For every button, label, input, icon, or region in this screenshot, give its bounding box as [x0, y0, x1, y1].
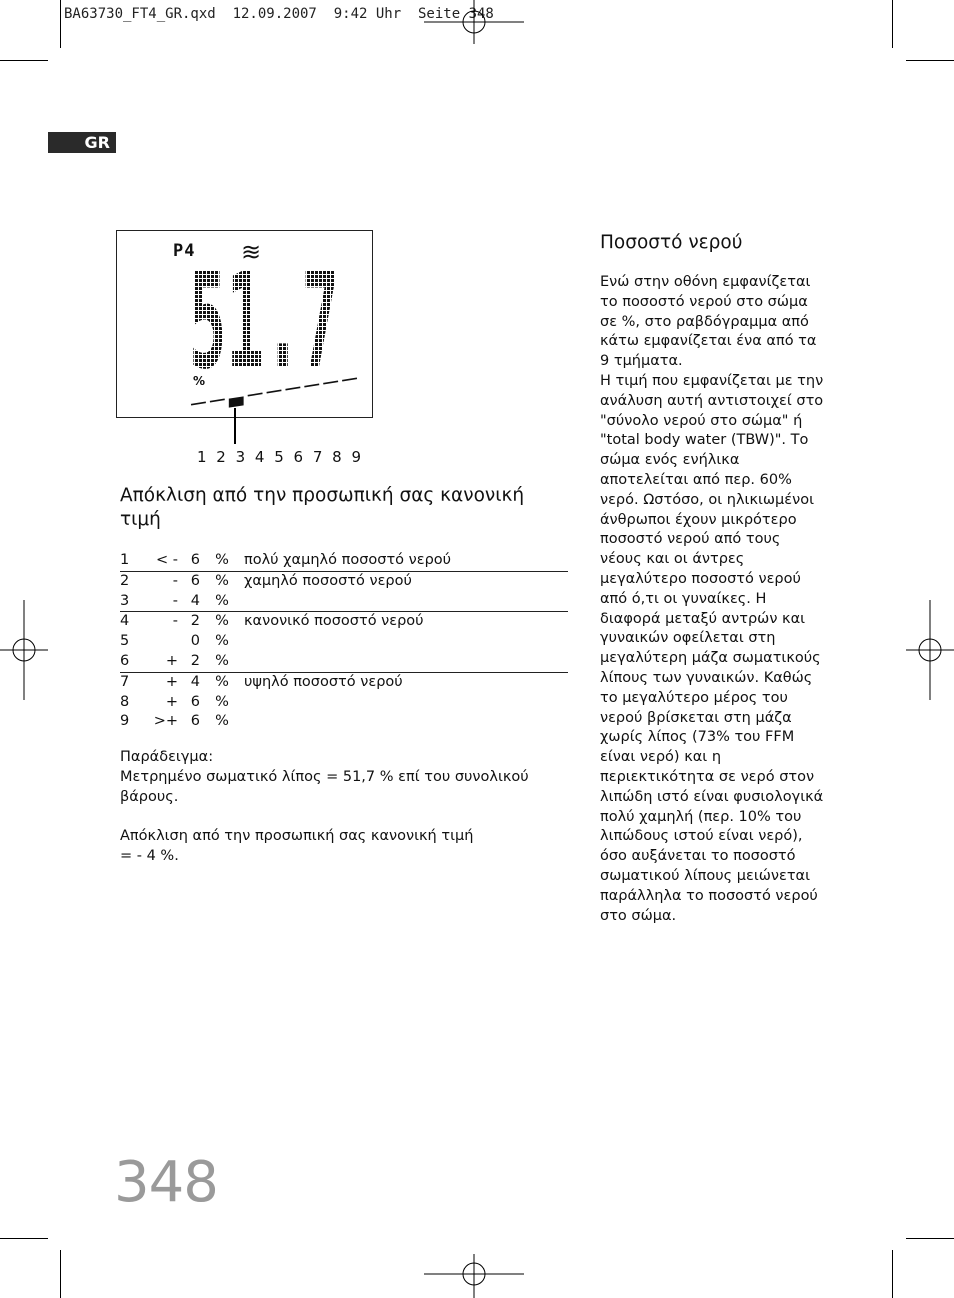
row-description [244, 592, 568, 612]
row-value: 6 [190, 713, 200, 730]
segment [342, 378, 357, 380]
page-number: 348 [114, 1150, 218, 1215]
row-number: 9 [120, 713, 130, 730]
table-row [120, 592, 568, 612]
water-title: Ποσοστό νερού [600, 232, 743, 253]
row-value: 6 [178, 571, 200, 591]
row-sign: - [148, 612, 178, 632]
crop-mark [0, 60, 48, 61]
row-unit: % [215, 592, 229, 609]
segment [210, 399, 225, 401]
row-unit: % [215, 652, 229, 669]
crop-mark [60, 0, 61, 48]
row-sign: >+ [153, 713, 178, 730]
segment [191, 402, 206, 404]
deviation-table [120, 551, 568, 732]
water-paragraph: Ενώ στην οθόνη εμφανίζεται το ποσοστό νερού στο σώμα σε %, στο ραβδόγραμμα από κάτω εμφανίζεται ένα από τα 9 τμήματα. [600, 274, 817, 370]
segment [267, 390, 282, 392]
row-value: 6 [190, 552, 200, 568]
row-sign: + [165, 693, 178, 710]
crop-mark [906, 60, 954, 61]
crop-mark [0, 1238, 48, 1239]
row-number: 3 [120, 592, 130, 609]
row-number: 5 [120, 633, 130, 650]
water-wave-icon: ≋ [241, 238, 262, 266]
crop-mark [906, 1238, 954, 1239]
row-number: 1 [120, 552, 130, 568]
row-sign: + [148, 672, 178, 692]
example-line: Μετρημένο σωματικό λίπος = 51,7 % επί του συνολικού βάρους. [120, 768, 529, 805]
table-row [120, 632, 568, 652]
registration-mark-icon [0, 600, 48, 700]
deviation-heading [120, 484, 540, 532]
row-unit: % [200, 672, 244, 692]
row-description: χαμηλό ποσοστό νερού [244, 571, 568, 591]
segment-bar [187, 374, 367, 410]
segment [285, 387, 300, 389]
row-sign: < - [156, 552, 178, 568]
water-paragraph: Η τιμή που εμφανίζεται με την ανάλυση αυτή αντιστοιχεί στο "σύνολο νερού στο σώμα" ή "total body water (TBW)". Το σώμα ενός ενήλικα αποτελείται από περ. 60% νερό. Ωστόσο, οι ηλικιωμένοι άνθρωποι έχουν μικρότερο ποσοστό νερού από τους νέους και οι άντρες μεγαλύτερο ποσοστό νερού από ό,τι οι γυναίκες. Η διαφορά μεταξύ αντρών και γυναικών οφείλεται στη μεγαλύτερη μάζα σωματικούς λίπους των γυναικών. Καθώς το μεγαλύτερο μέρος του νερού βρίσκεται στη μάζα χωρίς λίπος (73% του FFM είναι νερό) και η περιεκτικότητα σε νερό στον λιπώδη ιστό είναι φυσιολογικά πολύ χαμηλή (περ. 10% του λιπώδους ιστού είναι νερό), όσο αυξάνεται το ποσοστό σωματικού λίπους μειώνεται παράλληλα το ποσοστό νερού στο σώμα. [600, 372, 824, 924]
row-unit: % [200, 571, 244, 591]
segment-scale-labels: 1 2 3 4 5 6 7 8 9 [197, 448, 362, 466]
row-sign [148, 632, 178, 652]
table-row [120, 712, 568, 732]
row-description [244, 632, 568, 652]
crop-mark [60, 1250, 61, 1298]
row-unit: % [215, 552, 229, 568]
example-heading: Παράδειγμα: [120, 749, 214, 765]
segment [248, 393, 263, 395]
water-text [600, 273, 825, 926]
row-description [244, 652, 568, 672]
row-description: κανονικό ποσοστό νερού [244, 612, 568, 632]
segment-active [229, 396, 244, 407]
row-value: 0 [190, 633, 200, 650]
row-unit: % [215, 633, 229, 650]
row-description: υψηλό ποσοστό νερού [244, 672, 568, 692]
registration-mark-icon [424, 1254, 524, 1298]
row-sign: + [165, 652, 178, 669]
row-number: 8 [120, 693, 130, 710]
segment [323, 381, 338, 383]
row-number: 7 [120, 672, 148, 692]
registration-mark-icon [906, 600, 954, 700]
table-row [120, 551, 568, 571]
mode-indicator: P4 [173, 241, 196, 261]
print-slug: BA63730_FT4_GR.qxd 12.09.2007 9:42 Uhr Seite 348 [64, 6, 494, 22]
row-value: 6 [190, 693, 200, 710]
table-row [120, 672, 568, 692]
row-sign: - [148, 571, 178, 591]
example-line: Απόκλιση από την προσωπική σας κανονική τιμή [120, 828, 474, 845]
row-number: 4 [120, 612, 148, 632]
row-number: 2 [120, 571, 148, 591]
table-row [120, 693, 568, 713]
crop-mark [892, 1250, 893, 1298]
table-row [120, 612, 568, 632]
row-description: πολύ χαμηλό ποσοστό νερού [244, 552, 452, 568]
row-unit: % [200, 612, 244, 632]
row-value: 2 [190, 652, 200, 669]
deviation-title: Απόκλιση από την προσωπική σας κανονική τιμή [120, 485, 525, 530]
unit-label: % [193, 374, 206, 388]
row-unit: % [215, 713, 229, 730]
table-row [120, 571, 568, 591]
language-tab: GR [48, 132, 116, 153]
row-value: 4 [178, 672, 200, 692]
lcd-display [116, 230, 373, 418]
crop-mark [892, 0, 893, 48]
row-value: 4 [190, 592, 200, 609]
table-row [120, 652, 568, 672]
registration-mark-icon [424, 0, 524, 44]
row-unit: % [215, 693, 229, 710]
row-description [244, 712, 568, 732]
segment [304, 384, 319, 386]
example-block [120, 748, 580, 867]
row-sign: - [172, 592, 178, 609]
reading-digits [187, 271, 347, 371]
row-number: 6 [120, 652, 130, 669]
example-line: = - 4 %. [120, 847, 179, 864]
reading-value: 51.7 [189, 271, 339, 371]
water-heading [600, 231, 742, 255]
segment-pointer [234, 408, 236, 444]
row-value: 2 [178, 612, 200, 632]
row-description [244, 693, 568, 713]
